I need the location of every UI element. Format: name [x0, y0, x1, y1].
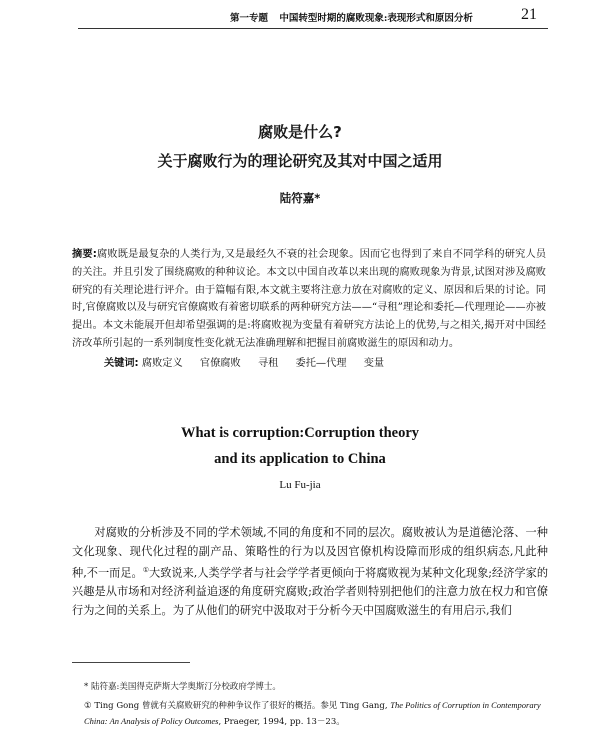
title-zh-line2: 关于腐败行为的理论研究及其对中国之适用: [157, 152, 443, 170]
keywords: [104, 354, 544, 369]
abstract-label: 摘要:: [72, 249, 97, 260]
keywords-label: 关键词:: [104, 358, 139, 369]
keyword: 腐败定义: [141, 358, 183, 369]
footnote-ref[interactable]: ①: [142, 566, 149, 574]
footnote-1-citation: , Praeger, 1994, pp. 13－23。: [218, 717, 345, 727]
author-zh: 陆符嘉*: [279, 191, 321, 205]
footnote-1-text: ① Ting Gong 曾就有关腐败研究的种种争议作了很好的概括。参见 Ting Gang,: [84, 701, 391, 711]
author-en: Lu Fu-jia: [279, 479, 321, 491]
keyword: 变量: [363, 358, 385, 369]
abstract: [72, 246, 546, 353]
keyword: 寻租: [257, 358, 279, 369]
title-zh-line1: 腐败是什么?: [258, 123, 342, 141]
body-paragraph: [72, 524, 548, 620]
footnote-1: [84, 698, 550, 730]
header-divider: [78, 28, 548, 29]
header-subtitle: 中国转型时期的腐败现象:表现形式和原因分析: [279, 13, 473, 24]
page-number: 21: [521, 6, 537, 23]
abstract-text: 腐败既是最复杂的人类行为,又是最经久不衰的社会现象。因而它也得到了来自不同学科的研究人员的关注。并且引发了围绕腐败的种种议论。本文以中国自改革以来出现的腐败现象为背景,试图对涉及腐败研究的有关理论进行评介。由于篇幅有限,本文就主要将注意力放在对腐败的定义、原因和后果的讨论。同时,官僚腐败以及与研究官僚腐败有着密切联系的两种研究方法——“寻租”理论和委托—代理理论——亦被提出。本文未能展开但却希望强调的是:将腐败视为变量有着研究方法论上的优势,与之相关,揭开对中国经济改革所引起的一系列制度性变化就无法准确理解和把握目前腐败滋生的原因和动力。: [72, 249, 547, 349]
keyword: 委托—代理: [295, 358, 347, 369]
body-text-part2: 大致说来,人类学学者与社会学学者更倾向于将腐败视为某种文化现象;经济学家的兴趣是从市场和对经济利益追逐的角度研究腐败;政治学者则特别把他们的注意力放在权力和官僚行为之间的关系上。为了从他们的研究中汲取对于分析今天中国腐败滋生的有用启示,我们: [72, 566, 549, 617]
body-text-part1: 对腐败的分析涉及不同的学术领域,不同的角度和不同的层次。腐败被认为是道德沦落、一种文化现象、现代化过程的副产品、策略性的行为以及因官僚机构设障而形成的组织病态,凡此种种,不一而足。: [72, 526, 548, 580]
footnote-author: * 陆符嘉:美国得克萨斯大学奥斯汀分校政府学博士。: [84, 682, 281, 692]
title-en-line2: and its application to China: [214, 451, 386, 467]
running-header: [230, 10, 550, 24]
title-en-line1: What is corruption:Corruption theory: [180, 425, 420, 441]
header-section: 第一专题: [230, 13, 269, 24]
footnote-divider: [72, 662, 190, 663]
keyword: 官僚腐败: [199, 358, 241, 369]
footnote-1-book-title: The Politics of Corruption in Contemporary China: An Analysis of Policy Outcomes: [84, 700, 541, 726]
